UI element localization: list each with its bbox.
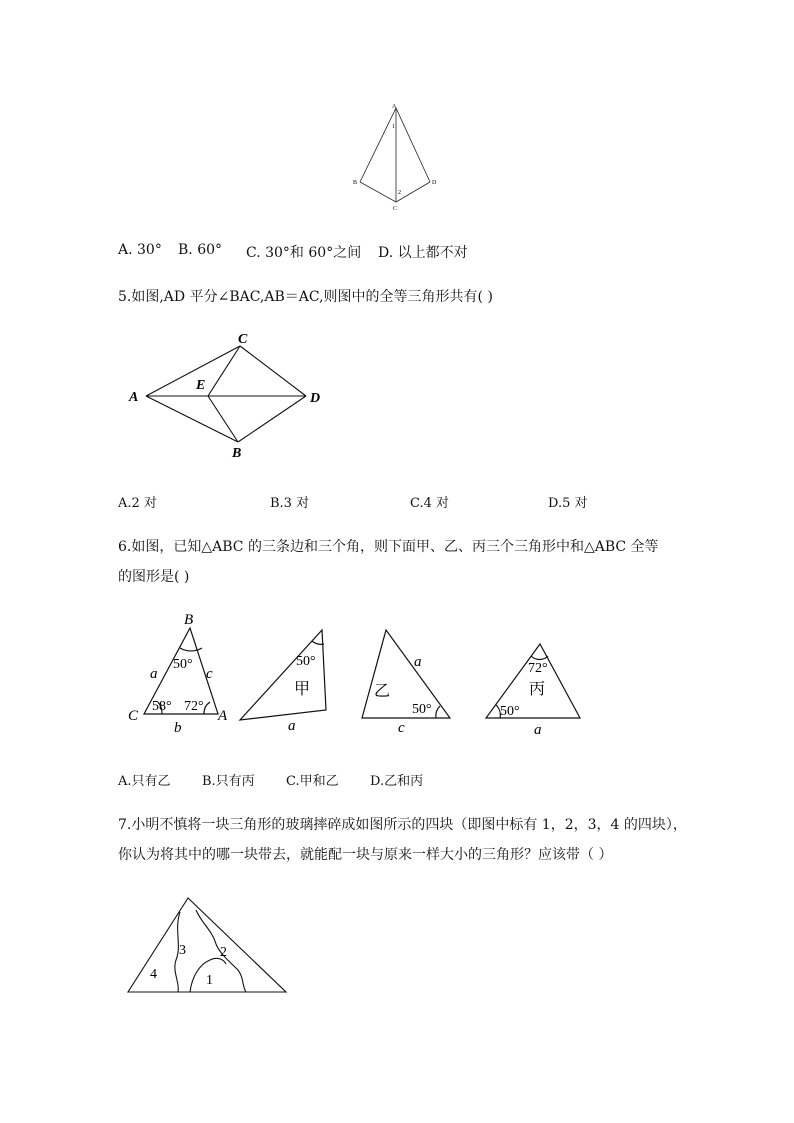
q4-label-C: C	[393, 206, 398, 212]
q6-yi-side-c: c	[398, 720, 405, 736]
q4-option-d: D. 以上都不对	[378, 245, 468, 261]
q6-abc-label-A: A	[218, 708, 228, 724]
q6-abc-side-c: c	[206, 666, 213, 682]
q7-figure	[120, 890, 295, 1000]
q4-option-a: A. 30°	[118, 242, 162, 258]
q7-piece-1: 1	[206, 973, 213, 988]
q6-abc-angle-A: 72°	[184, 699, 204, 714]
q6-abc-angle-B: 50°	[173, 657, 193, 672]
q6-bing-name: 丙	[529, 681, 546, 698]
q4-label-one: 1	[392, 124, 395, 130]
q6-question-line1: 6.如图，已知△ABC 的三条边和三个角，则下面甲、乙、丙三个三角形中和△ABC 全等	[118, 539, 659, 555]
q4-label-D: D	[432, 180, 437, 186]
q4-label-two: 2	[398, 190, 401, 196]
q6-figure	[118, 608, 598, 740]
q5-option-a: A.2 对	[118, 496, 157, 511]
q6-option-b: B.只有丙	[202, 774, 255, 789]
q6-yi-name: 乙	[374, 683, 391, 700]
q5-option-c: C.4 对	[410, 496, 450, 511]
q6-bing-angle-left: 50°	[500, 704, 520, 719]
q7-piece-2: 2	[220, 945, 227, 960]
q6-abc-side-b: b	[174, 720, 182, 736]
q7-piece-3: 3	[179, 943, 186, 958]
q4-label-A: A	[392, 104, 397, 110]
q4-option-b: B. 60°	[178, 242, 223, 258]
q5-option-b: B.3 对	[270, 496, 310, 511]
q5-question: 5.如图,AD 平分∠BAC,AB＝AC,则图中的全等三角形共有( )	[118, 289, 493, 305]
q6-jia-name: 甲	[294, 681, 311, 698]
q6-abc-side-a: a	[150, 666, 158, 682]
q6-bing-angle-top: 72°	[528, 661, 548, 676]
q7-piece-4: 4	[150, 967, 157, 982]
q6-yi-angle: 50°	[412, 702, 432, 717]
q7-question-line1: 7.小明不慎将一块三角形的玻璃摔碎成如图所示的四块（即图中标有 1，2，3，4 的四块），	[118, 817, 687, 833]
q6-abc-label-B: B	[184, 612, 194, 628]
q5-label-A: A	[129, 390, 139, 405]
q4-label-B: B	[353, 180, 358, 186]
q6-option-d: D.乙和丙	[370, 774, 424, 789]
q4-option-c: C. 30°和 60°之间	[246, 245, 362, 261]
q5-label-D: D	[310, 391, 321, 406]
q5-label-C: C	[238, 332, 248, 347]
q5-label-B: B	[232, 446, 242, 461]
q6-question-line2: 的图形是( )	[118, 569, 190, 585]
q5-option-d: D.5 对	[548, 496, 588, 511]
q4-figure	[340, 100, 450, 215]
q6-abc-label-C: C	[128, 708, 139, 724]
q6-option-c: C.甲和乙	[286, 774, 339, 789]
q6-abc-angle-C: 58°	[152, 699, 172, 714]
q6-yi-side-a: a	[414, 654, 422, 670]
q6-option-a: A.只有乙	[118, 774, 171, 789]
q6-bing-side: a	[534, 722, 542, 738]
q6-jia-angle: 50°	[296, 654, 316, 669]
q5-label-E: E	[196, 378, 206, 393]
q6-jia-side: a	[288, 718, 296, 734]
q7-question-line2: 你认为将其中的哪一块带去，就能配一块与原来一样大小的三角形？应该带（ ）	[118, 847, 613, 863]
q5-figure	[120, 326, 340, 462]
